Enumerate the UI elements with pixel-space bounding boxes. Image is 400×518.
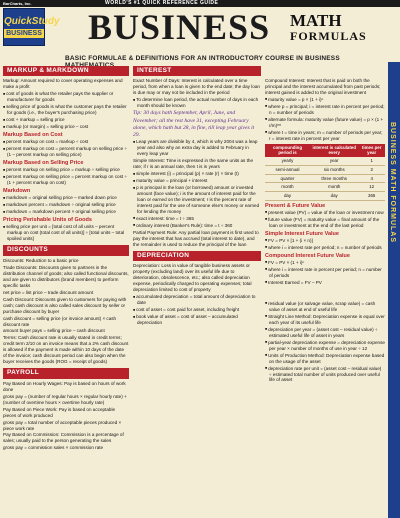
list-item: Pay Based on Hourly Wages: Pay is based on hours of work done	[3, 380, 126, 392]
table-header: compounding period is	[265, 144, 310, 157]
section-payroll: PAYROLL	[3, 368, 129, 378]
list-item: ■ depreciation per year = (asset cost – residual value) ÷ estimated useful life of asset in years	[265, 327, 385, 339]
tagline: WORLD'S #1 QUICK REFERENCE GUIDE	[105, 0, 219, 6]
list-item: ■ percent markup on selling price = markup ÷ selling price	[3, 167, 129, 173]
table-row	[265, 174, 385, 183]
list-item: ■ To determine loan period, the actual number of days in each month should be known	[133, 97, 261, 109]
table-cell: three months	[310, 174, 358, 183]
table-header: interest is calculated every	[310, 144, 358, 157]
list-item: Trade Discounts: Discounts given to partners in the distribution channel of goods; also called functional discounts, and are given to distributors (brand members) to perform specific tasks	[3, 264, 129, 288]
table-row	[265, 157, 385, 165]
list-item: ■ percent markup on cost = markup ÷ cost	[3, 139, 129, 145]
list-item: gross pay = (number of regular hours × regular hourly rate) + (number of overtime hours × overtime hourly rate)	[3, 393, 127, 405]
list-item: ■ percent markup on cost = percent markup on selling price ÷ (1 – percent markup on selling price)	[3, 146, 129, 158]
list-item: gross pay = total number of acceptable pieces produced × piece work rate	[3, 419, 122, 431]
simple-interest-def: Simple Interest: Time is expressed in the same units as the rate; if r is an annual rate, then t is in years	[133, 158, 254, 170]
table-cell: month	[265, 183, 310, 192]
table-cell: day	[310, 192, 358, 201]
list-item: Discounts: Reduction to a basic price	[3, 257, 79, 263]
table-cell: quarter	[265, 174, 310, 183]
logo-business: BUSINESS	[4, 29, 44, 38]
markup-sp-title: Markup Based on Selling Price	[3, 160, 84, 167]
page-title: BUSINESS	[88, 7, 271, 47]
list-item: Pay Based on Piece Work: Pay is based on acceptable pieces of work produced	[3, 406, 116, 418]
title-formulas: FORMULAS	[290, 29, 367, 43]
list-item: ■ maturity value = p × (1 + i)ⁿ	[265, 97, 385, 103]
list-item: ■ markup (or margin) = selling price – cost	[3, 124, 129, 130]
list-item: ■ where t = time in years; m = number of periods per year; r = interest rate in percent per year	[265, 130, 385, 142]
list-item: ■ markdown = original selling price – marked down price	[3, 195, 129, 201]
table-cell: 2	[358, 165, 385, 174]
compound-interest-def: Compound Interest: Interest that is paid on both the principal and the interest accumulated from past periods; interest gained is added to the original investment	[265, 78, 381, 95]
tip-text: Tip: 30 days hath September, April, June, and November; all the rest have 31, excepting February alone, which hath but 28, in fine, till leap year gives it 29.	[133, 110, 255, 139]
right-column	[265, 78, 385, 384]
list-item: ■ FV = PV × (1 + i)ⁿ	[265, 260, 385, 266]
logo-text: QuickStudy	[4, 16, 60, 27]
table-cell: 12	[358, 183, 385, 192]
sifv-title: Simple Interest Future Value	[265, 230, 339, 237]
cifv-title: Compound Interest Future Value	[265, 252, 350, 259]
section-markup: MARKUP & MARKDOWN	[3, 66, 129, 76]
markdown-title: Markdown	[3, 188, 31, 195]
brand: BarCharts, Inc.	[3, 1, 32, 6]
pv-title: Present & Future Value	[265, 202, 326, 209]
partial-payment-def: Partial Payment Rule: Any partial loan payment is first used to pay the interest that has accrued (total interest to date), and the remainder is used to reduce the principal of the loan	[133, 229, 259, 247]
list-item: ■ markdown = markdown percent × original selling price	[3, 209, 129, 215]
list-item: ■ book value of asset = cost of asset – accumulated depreciation	[133, 314, 261, 326]
list-item: ■ present value (PV) = value of the loan or investment now	[265, 210, 385, 216]
section-discounts: DISCOUNTS	[3, 245, 129, 255]
left-column	[3, 66, 129, 452]
list-item: ■ depreciation rate per unit = (asset cost – residual value) ÷ estimated total number of units produced over useful life of asset	[265, 366, 385, 384]
side-tab	[388, 62, 400, 518]
list-item: amount buyer pays = selling price – cash discount	[3, 328, 105, 334]
list-item: ■ where i = interest rate in percent per period; n = number of periods	[265, 267, 385, 279]
table-cell: 4	[358, 174, 385, 183]
list-item: ■ partial-year depreciation expense = depreciation expense per year × number of months of use in year ÷ 12	[265, 340, 385, 352]
list-item: ■ ordinary interest (Banker's Rule): time = t ÷ 360	[133, 223, 261, 229]
section-interest: INTEREST	[133, 66, 261, 76]
depreciation-def: Depreciation: Loss in value of tangible business assets or property (excluding land) over its useful life due to deterioration, obsolescence, etc.; also called depreciation expense, periodically charged to operating expenses; total depreciation limited to cost of property	[133, 263, 252, 293]
pricing-title: Pricing Perishable Units of Goods	[3, 217, 92, 224]
list-item: ■ selling price of goods is what the customer pays the retailer for goods (i.e., the buyer's purchasing price)	[3, 104, 129, 116]
list-item: ■ accumulated depreciation = total amount of depreciation to date	[133, 294, 261, 306]
list-item: ■ markdown percent = markdown ÷ original selling price	[3, 202, 129, 208]
table-cell: 365	[358, 192, 385, 201]
list-item: ■ where i = interest rate per period; n = number of periods	[265, 245, 385, 251]
table-cell: yearly	[265, 157, 310, 165]
table-row	[265, 192, 385, 201]
middle-column	[133, 66, 261, 327]
list-item: ■ Leap years are divisible by 4, which is why 2004 was a leap year and also why an extra day is added to February in every leap year	[133, 139, 261, 157]
list-item: ■ cost of goods is what the retailer pays the supplier or manufacturer for goods	[3, 91, 129, 103]
subtitle: BASIC FORMULAE & DEFINITIONS FOR AN INTRODUCTORY COURSE IN BUSINESS	[65, 55, 340, 62]
quickstudy-logo	[3, 8, 60, 46]
list-item: Terms: Cash discount rate is usually stated in credit terms; credit term 2/10 on an invoice means that a 2% cash discount is allowed if the payment is made within 10 days of the date of the invoice; cash discount period can also begin when the buyer receives the goods (ROG = receipt of goods)	[3, 335, 129, 365]
list-item: ■ where p = principal; i = interest rate in percent per period; n = number of periods	[265, 104, 385, 116]
list-item: ■ FV = PV × [1 + (i × n)]	[265, 238, 385, 244]
list-item: net price = list price – trade discount amount	[3, 289, 94, 295]
list-item: ■ cost of asset = cost paid for asset, including freight	[133, 307, 261, 313]
table-cell: six months	[310, 165, 358, 174]
list-item: Cash Discount: Discounts given to customers for paying with cash; cash discount is also called sales discount by seller or purchase discount by buyer	[3, 296, 127, 314]
list-item: ■ residual value (or salvage value, scrap value) = cash value of asset at end of useful life	[265, 301, 385, 313]
section-depreciation: DEPRECIATION	[133, 251, 261, 261]
table-cell: year	[310, 157, 358, 165]
list-item: cash discount = selling price (or invoice amount) × cash discount rate	[3, 315, 117, 327]
list-item: Pay Based on Commission: Commission is a percentage of sales; usually paid to the person generating the sales	[3, 432, 124, 444]
list-item: ■ Interest Earned = FV – PV	[265, 280, 385, 286]
list-item: ■ cost + markup = selling price	[3, 117, 129, 123]
list-item: ■ percent markup on selling price = percent markup on cost ÷ (1 + percent markup on cost)	[3, 174, 129, 186]
compounding-table	[265, 144, 385, 201]
list-item: ■ exact interest: time = t ÷ 365	[133, 216, 261, 222]
table-cell: 1	[358, 157, 385, 165]
list-item: ■ selling price per unit = [total cost of all units – percent markup on cost (total cost of all units)] ÷ [total units – total spoiled units]	[3, 224, 129, 242]
table-row	[265, 183, 385, 192]
list-item: ■ alternate formula: maturity value (future value) = p × (1 + r/m)ᵐᵗ	[265, 117, 385, 129]
list-item: ■ Units of Production Method: Depreciation expense based on the usage of the asset	[265, 353, 385, 365]
list-item: ■ simple interest (i) = principal (p) × rate (r) × time (t)	[133, 171, 261, 177]
list-item: ■ future value (FV) = maturity value = final amount of the loan or investment at the end of the last period	[265, 217, 385, 229]
list-item: ■ p is principal in the loan (or borrowed) amount or invested amount (face value); i is the amount of interest paid for the loan or earned on the investment; r is the percent rate of interest paid for the use of someone else's money or earned for lending the money	[133, 185, 261, 215]
exact-days-def: Exact Number of Days: Interest is calculated over a time period, from when a loan is given to the end date; the day loan is due may or may not be included in the period	[133, 78, 260, 96]
markup-cost-title: Markup Based on Cost	[3, 132, 63, 139]
list-item: gross pay = commission sales × commission rate	[3, 445, 104, 451]
table-row	[265, 165, 385, 174]
table-cell: semi-annual	[265, 165, 310, 174]
side-tab-label: BUSINESS MATH FORMULAS	[389, 122, 396, 244]
title-math: MATH	[290, 11, 342, 30]
list-item: ■ Straight Line Method: Depreciation expense is equal over each year of its useful life	[265, 314, 385, 326]
list-item: ■ maturity value = principal + interest	[133, 178, 261, 184]
table-cell: day	[265, 192, 310, 201]
markup-def: Markup: Amount required to cover operating expenses and make a profit	[3, 78, 123, 90]
table-header: times per year	[358, 144, 385, 157]
table-cell: month	[310, 183, 358, 192]
top-banner	[0, 0, 400, 7]
